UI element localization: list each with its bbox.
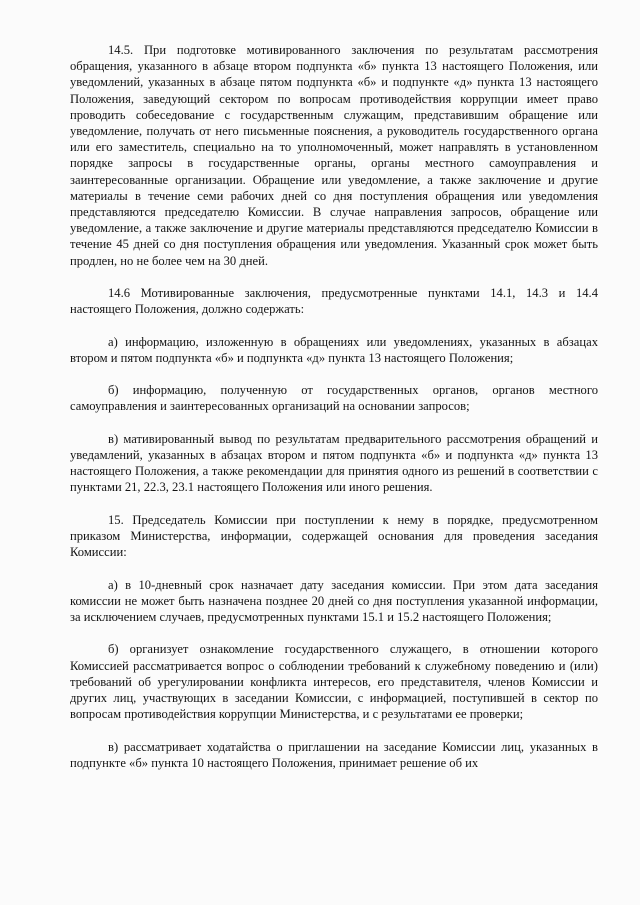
document-body — [70, 42, 598, 785]
paragraph-15-a: а) в 10-дневный срок назначает дату заседания комиссии. При этом дата заседания комиссии не может быть назначена позднее 20 дней со дня поступления указанной информации, за исключением случаев, предусмотренных пунктами 15.1 и 15.2 настоящего Положения; — [70, 577, 598, 625]
paragraph-14-6-a: а) информацию, изложенную в обращениях или уведомлениях, указанных в абзацах втором и пятом подпункта «б» и подпункта «д» пункта 13 настоящего Положения; — [70, 334, 598, 365]
paragraph-14-6-b: б) информацию, полученную от государственных органов, органов местного самоуправления и заинтересованных организаций на основании запросов; — [70, 383, 598, 414]
paragraph-15-v: в) рассматривает ходатайства о приглашении на заседание Комиссии лиц, указанных в подпункте «б» пункта 10 настоящего Положения, принимает решение об их — [70, 739, 598, 770]
paragraph-14-6-v: в) мативированный вывод по результатам предварительного рассмотрения обращений и уведамлений, указанных в абзацах втором и пятом подпункта «б» и подпункта «д» пункта 13 настоящего Положения, а также рекомендации для принятия одного из решений в соответствии с пунктами 21, 22.3, 23.1 настоящего Положения или иного решения. — [70, 431, 598, 495]
paragraph-15: 15. Председатель Комиссии при поступлении к нему в порядке, предусмотренном приказом Министерства, информации, содержащей основания для проведения заседания Комиссии: — [70, 512, 598, 560]
paragraph-15-b: б) организует ознакомление государственного служащего, в отношении которого Комиссией рассматривается вопрос о соблюдении требований к служебному поведению и (или) требований об урегулировании конфликта интересов, его представителя, членов Комиссии и других лиц, участвующих в заседании Комиссии, с информацией, поступившей в сектор по вопросам противодействия коррупции Министерства, и с результатами ее проверки; — [70, 642, 598, 722]
paragraph-14-5: 14.5. При подготовке мотивированного заключения по результатам рассмотрения обращения, указанного в абзаце втором подпункта «б» пункта 13 настоящего Положения, или уведомлений, указанных в абзаце пятом подпункта «б» и подпункте «д» пункта 13 настоящего Положения, заведующий сектором по вопросам противодействия коррупции имеет право проводить собеседование с государственным служащим, представившим обращение или уведомление, получать от него письменные пояснения, а руководитель государственного органа или его заместитель, специально на то уполномоченный, может направлять в установленном порядке запросы в государственные органы, органы местного самоуправления и заинтересованные организации. Обращение или уведомление, а также заключение и другие материалы в течение семи рабочих дней со дня поступления обращения или уведомления представляются председателю Комиссии. В случае направления запросов, обращение или уведомление, а также заключение и другие материалы представляются председателю Комиссии в течение 45 дней со дня поступления обращения или уведомления. Указанный срок может быть продлен, но не более чем на 30 дней. — [70, 43, 598, 268]
paragraph-14-6: 14.6 Мотивированные заключения, предусмотренные пунктами 14.1, 14.3 и 14.4 настоящего Положения, должно содержать: — [70, 286, 598, 317]
